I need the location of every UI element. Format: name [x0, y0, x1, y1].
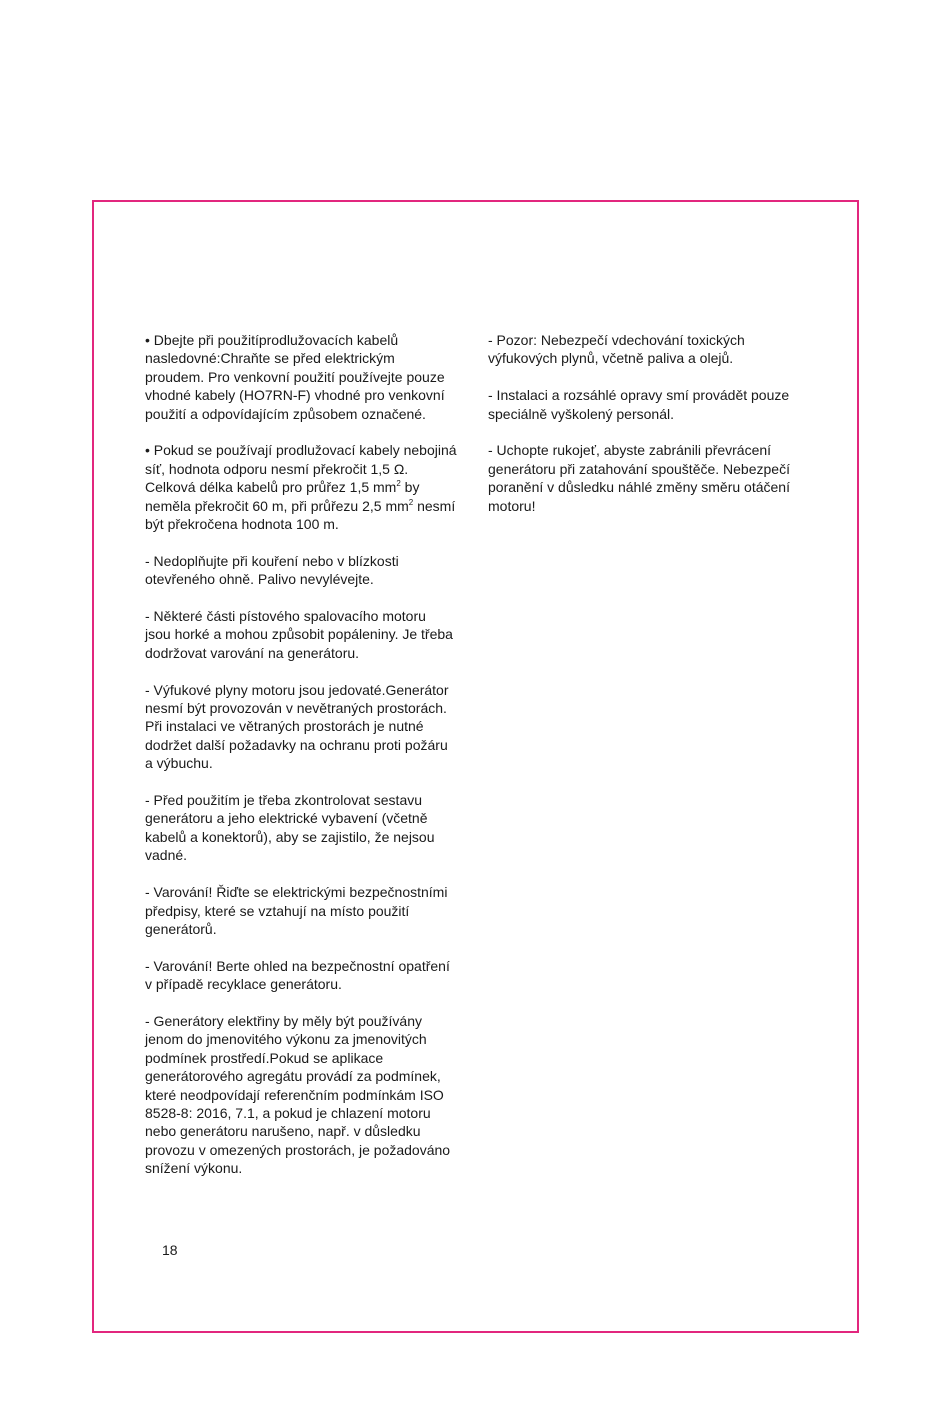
- text-line: nesmí být provozován v nevětraných prostorách.: [145, 700, 447, 717]
- paragraph-cable-resistance: [145, 441, 467, 533]
- text-line: použití a odpovídajícím způsobem označené.: [145, 405, 426, 422]
- page-number: 18: [162, 1242, 178, 1258]
- paragraph-toxic-fumes: [488, 331, 806, 368]
- text-line: podmínek prostředí.Pokud se aplikace: [145, 1049, 384, 1066]
- text-line: síť, hodnota odporu nesmí překročit 1,5 Ω.: [145, 460, 409, 477]
- text-fragment: nesmí: [413, 497, 456, 514]
- paragraph-extension-cables: [145, 331, 467, 423]
- text-line: předpisy, které se vztahují na místo použití: [145, 902, 410, 919]
- text-line: vhodné kabely (HO7RN-F) vhodné pro venkovní: [145, 387, 445, 404]
- left-text-column: [145, 331, 467, 1196]
- text-line: kabelů a konektorů), aby se zajistilo, že nejsou: [145, 828, 435, 845]
- text-fragment: Celková délka kabelů pro průřez 1,5 mm: [145, 479, 397, 496]
- text-line: generátorového agregátu provádí za podmínek,: [145, 1068, 441, 1085]
- text-line: a výbuchu.: [145, 755, 213, 772]
- paragraph-electrical-regulations: [145, 883, 467, 938]
- text-line: nebo generátoru narušeno, např. v důsledku: [145, 1123, 421, 1140]
- text-line: - Varování! Řiďte se elektrickými bezpečnostními: [145, 884, 448, 901]
- text-fragment: by: [400, 479, 420, 496]
- paragraph-handle-grip: [488, 441, 806, 515]
- text-line: [145, 478, 467, 496]
- text-line: - Uchopte rukojeť, abyste zabránili převrácení: [488, 442, 772, 459]
- text-line: motoru!: [488, 497, 536, 514]
- text-line: - Některé části pístového spalovacího motoru: [145, 608, 426, 625]
- text-line: dodržet další požadavky na ochranu proti požáru: [145, 736, 448, 753]
- text-line: v případě recyklace generátoru.: [145, 976, 342, 993]
- text-line: - Před použitím je třeba zkontrolovat sestavu: [145, 792, 423, 809]
- text-line: [145, 497, 467, 515]
- text-line: - Výfukové plyny motoru jsou jedovaté.Generátor: [145, 681, 449, 698]
- text-line: - Pozor: Nebezpečí vdechování toxických: [488, 332, 745, 348]
- paragraph-inspection: [145, 791, 467, 865]
- text-line: dodržovat varování na generátoru.: [145, 644, 360, 661]
- paragraph-recycling: [145, 957, 467, 994]
- text-line: výfukových plynů, včetně paliva a olejů.: [488, 350, 734, 367]
- text-line: - Generátory elektřiny by měly být používány: [145, 1012, 423, 1029]
- text-line: - Nedoplňujte při kouření nebo v blízkosti: [145, 552, 399, 569]
- text-line: provozu v omezených prostorách, je požadováno: [145, 1141, 451, 1158]
- text-line: nasledovné:Chraňte se před elektrickým: [145, 350, 395, 367]
- text-line: proudem. Pro venkovní použití používejte pouze: [145, 368, 445, 385]
- text-line: • Pokud se používají prodlužovací kabely nebojiná: [145, 442, 457, 459]
- text-line: generátorů.: [145, 920, 217, 937]
- right-text-column: [488, 331, 806, 533]
- text-line: vadné.: [145, 847, 188, 864]
- text-line: jsou horké a mohou způsobit popáleniny. Je třeba: [145, 626, 453, 643]
- text-line: poranění v důsledku náhlé změny směru otáčení: [488, 479, 790, 496]
- text-line: generátoru a jeho elektrické vybavení (včetně: [145, 810, 428, 827]
- paragraph-hot-parts: [145, 607, 467, 662]
- text-line: jenom do jmenovitého výkonu za jmenovitých: [145, 1031, 427, 1048]
- text-line: - Varování! Berte ohled na bezpečnostní opatření: [145, 957, 450, 974]
- text-fragment: neměla překročit 60 m, při průřezu 2,5 mm: [145, 497, 409, 514]
- text-line: speciálně vyškolený personál.: [488, 405, 674, 422]
- text-line: otevřeného ohně. Palivo nevylévejte.: [145, 571, 374, 588]
- superscript: 2: [408, 497, 414, 507]
- text-line: snížení výkonu.: [145, 1160, 243, 1177]
- text-line: které neodpovídají referenčním podmínkám ISO: [145, 1086, 444, 1103]
- text-line: generátoru při zatahování spouštěče. Nebezpečí: [488, 460, 790, 477]
- paragraph-refueling: [145, 552, 467, 589]
- paragraph-installation-repairs: [488, 386, 806, 423]
- text-line: Při instalaci ve větraných prostorách je nutné: [145, 718, 424, 735]
- text-line: být překročena hodnota 100 m.: [145, 516, 339, 533]
- paragraph-rated-power: [145, 1012, 467, 1178]
- text-line: 8528-8: 2016, 7.1, a pokud je chlazení motoru: [145, 1104, 431, 1121]
- paragraph-exhaust-gases: [145, 681, 467, 773]
- text-line: - Instalaci a rozsáhlé opravy smí provádět pouze: [488, 387, 790, 404]
- text-line: • Dbejte při použitíprodlužovacích kabelů: [145, 332, 399, 348]
- superscript: 2: [396, 479, 401, 489]
